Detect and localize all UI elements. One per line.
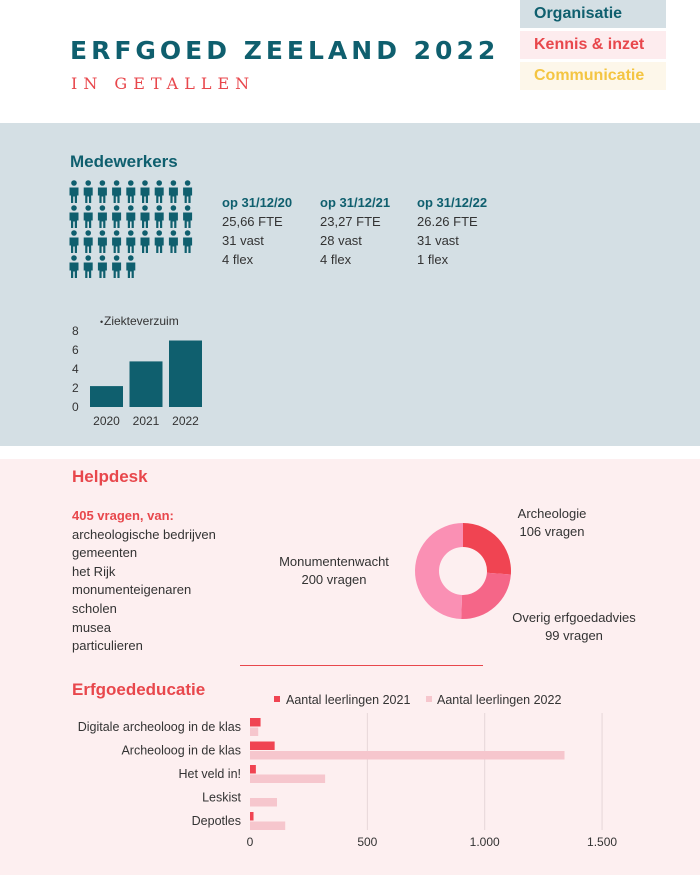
person-icon [155,205,164,228]
category-label: Depotles [191,814,241,828]
donut-label-name: Archeologie [517,506,587,521]
person-icon [141,180,150,203]
list-item: archeologische bedrijven [72,526,216,542]
chart-title: Ziekteverzuim [104,314,179,328]
stat-column-2021 [320,193,390,269]
stat-flex: 1 flex [417,252,449,267]
person-icon [141,205,150,228]
stat-fte: 26.26 FTE [417,214,478,229]
x-tick-label: 2021 [132,414,160,428]
section-divider [240,665,483,666]
donut-label-archeologie [505,505,599,541]
x-tick-label: 2020 [93,414,120,428]
stat-column-2020 [222,193,292,269]
person-icon [70,180,79,203]
bar-2021 [250,812,254,821]
erfgoededucatie-heading: Erfgoededucatie [72,680,206,699]
list-item: het Rijk [72,563,116,579]
ziekteverzuim-chart [60,310,220,435]
stat-vast: 31 vast [222,233,264,248]
list-item: scholen [72,600,117,616]
bar-2020 [90,386,123,407]
person-icon [70,230,79,253]
category-label: Digitale archeoloog in de klas [77,720,241,734]
donut-slice-archeologie [463,523,511,575]
page-title: ERFGOED ZEELAND 2022 [70,36,500,65]
stat-date: op 31/12/20 [222,195,293,210]
list-item: monumenteigenaren [72,582,192,598]
person-icon [126,205,135,228]
bar-2022 [169,341,202,408]
stat-fte: 23,27 FTE [320,214,381,229]
bar-2022 [250,775,325,784]
person-icon [112,255,121,278]
stat-flex: 4 flex [222,252,254,267]
donut-label-name: Monumentenwacht [279,554,389,569]
people-icon-grid [68,180,200,282]
person-icon [112,205,121,228]
donut-label-monumentenwacht [274,553,394,589]
chart-title-bullet: • [100,317,104,327]
bar-2022 [250,751,564,760]
bar-2021 [250,742,275,751]
person-icon [98,255,107,278]
legend-swatch-2021 [274,696,280,702]
x-tick-label: 2022 [172,414,199,428]
category-label: Het veld in! [178,767,241,781]
stat-column-2022 [417,193,487,269]
y-tick-label: 6 [72,343,79,357]
helpdesk-donut-chart [410,518,520,628]
person-icon [169,205,178,228]
legend-label-2022: Aantal leerlingen 2022 [437,693,562,707]
bar-2022 [250,798,277,807]
y-tick-label: 4 [72,362,79,376]
donut-label-name: Overig erfgoedadvies [512,610,636,625]
category-label: Leskist [202,790,241,805]
legend-swatch-2022 [426,696,432,702]
person-icon [141,230,150,253]
stat-flex: 4 flex [320,252,352,267]
stat-fte: 25,66 FTE [222,214,283,229]
person-icon [155,230,164,253]
legend-kennis-inzet: Kennis & inzet [520,31,666,59]
donut-label-count: 200 vragen [301,572,367,587]
person-icon [112,230,121,253]
bar-2021 [250,765,256,774]
bar-2022 [250,728,258,737]
page-subtitle: IN GETALLEN [71,74,256,93]
list-item: musea [72,619,112,635]
leerlingen-chart [0,685,700,860]
helpdesk-heading: Helpdesk [72,467,148,486]
x-tick-label: 1.500 [587,835,618,849]
bar-2022 [250,822,285,831]
person-icon [98,205,107,228]
person-icon [126,230,135,253]
donut-label-count: 106 vragen [519,524,585,539]
legend-organisatie: Organisatie [520,0,666,28]
helpdesk-list [72,507,216,656]
person-icon [183,180,192,203]
y-tick-label: 8 [72,324,79,338]
x-tick-label: 500 [357,835,378,849]
person-icon [98,230,107,253]
person-icon [183,230,192,253]
person-icon [183,205,192,228]
donut-label-count: 99 vragen [545,628,603,643]
bar-2021 [250,718,261,727]
list-item: particulieren [72,638,143,654]
person-icon [70,255,79,278]
person-icon [169,180,178,203]
stat-vast: 31 vast [417,233,459,248]
category-label: Archeoloog in de klas [121,743,241,758]
person-icon [98,180,107,203]
medewerkers-heading: Medewerkers [70,152,178,171]
person-icon [126,255,135,278]
bar-2021 [130,361,163,407]
stat-date: op 31/12/21 [320,195,391,210]
donut-slice-monumentenwacht [415,523,463,619]
person-icon [126,180,135,203]
person-icon [84,180,93,203]
list-item: gemeenten [72,545,138,561]
donut-label-overig [507,609,641,645]
person-icon [70,205,79,228]
helpdesk-total: 405 vragen, van: [72,508,174,523]
person-icon [155,180,164,203]
person-icon [84,230,93,253]
x-tick-label: 1.000 [469,835,500,849]
legend-communicatie: Communicatie [520,62,666,90]
y-tick-label: 0 [72,400,79,414]
person-icon [84,205,93,228]
person-icon [112,180,121,203]
person-icon [84,255,93,278]
legend-label-2021: Aantal leerlingen 2021 [286,693,411,707]
y-tick-label: 2 [72,381,79,395]
donut-slice-overig-erfgoedadvies [461,573,511,619]
stat-vast: 28 vast [320,233,362,248]
person-icon [169,230,178,253]
x-tick-label: 0 [246,835,254,849]
stat-date: op 31/12/22 [417,195,488,210]
